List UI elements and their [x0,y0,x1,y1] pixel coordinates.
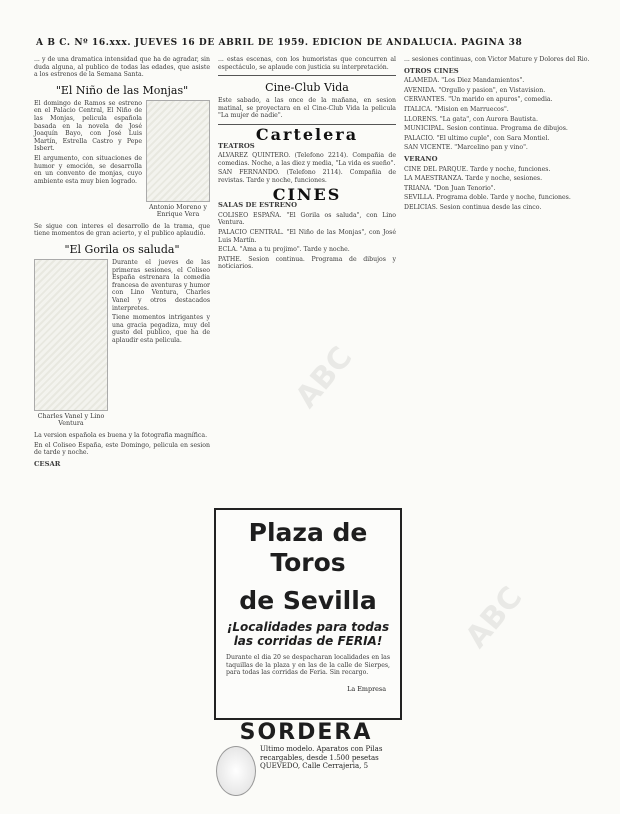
watermark: ABC [458,580,530,655]
col3-p14: DELICIAS. Sesion continua desde las cinco. [404,203,542,211]
col3-p10: CINE DEL PARQUE. Tarde y noche, funciones. [404,165,551,173]
ad-body: Durante el dia 20 se despacharan localidades en las taquillas de la plaza y en las de la calle de Sierpes, para todas las corridas de Feria. Sin recargo. [226,654,390,677]
col3-p7: MUNICIPAL. Sesion continua. Programa de dibujos. [404,125,568,133]
col1-caption-2: Charles Vanel y Lino Ventura [37,411,105,428]
col3-p4: CERVANTES. "Un marido en apuros", comedia. [404,96,553,104]
col1-p1: El domingo de Ramos se estreno en el Palacio Central, El Niño de las Monjas, pelicula española basada en la novela de José Joaquín Bayo, con José Luis Martín, Estrella Castro y Pepe Isbert. [34,99,142,153]
col1-p7: En el Coliseo España, este Domingo, pelicula en sesion de tarde y noche. [34,441,210,457]
col2-p1: ALVAREZ QUINTERO. (Telefono 2214). Compañia de comedias. Noche, a las diez y media, "La vida es sueño". [218,152,396,167]
col3-p5: ITALICA. "Mision en Marruecos". [404,105,509,113]
col3-p2: ALAMEDA. "Los Diez Mandamientos". [404,77,525,85]
cines-title: CINES [272,184,342,204]
column-2 [218,56,396,273]
col3-p9: SAN VICENTE. "Marcelino pan y vino". [404,144,528,152]
ad-title-line-1: Plaza de Toros [248,518,368,577]
col2-p3: COLISEO ESPAÑA. "El Gorila os saluda", con Lino Ventura. [218,211,396,227]
cartelera-title: Cartelera [255,124,359,144]
col1-intro: ... y de una dramatica intensidad que ha de agradar, sin duda alguna, al publico de todas las edades, que asiste a los estrenos de la Semana Santa. [34,56,210,79]
column-3 [404,56,594,214]
col3-p11: LA MAESTRANZA. Tarde y noche, sesiones. [404,175,543,183]
col1-p6: La version española es buena y la fotografia magnífica. [34,431,208,439]
divider [218,75,396,76]
col2-p6: PATHE. Sesion continua. Programa de dibujos y noticiarios. [218,255,396,271]
otros-cines-heading: OTROS CINES [404,66,459,75]
salas-heading: SALAS DE ESTRENO [218,201,298,210]
col1-title-1: "El Niño de las Monjas" [55,83,189,97]
col1-p2: El argumento, con situaciones de humor y emoción, se desarrolla en un convento de monjas, cuyo ambiente esta muy bien logrado. [34,154,142,185]
sordera-title: SORDERA [239,720,373,745]
col2-p2: SAN FERNANDO. (Telefono 2114). Compañia de revistas. Tarde y noche, funciones. [218,169,396,184]
col1-p5: Tiene momentos intrigantes y una gracia pegadiza, muy del gusto del publico, que ha de aplaudir esta pelicula. [112,314,210,344]
col1-p3: Se sigue con interes el desarrollo de la trama, que tiene momentos de gran acierto, y el publico aplaudio. [34,222,210,238]
sordera-ad [214,720,398,800]
ad-subtitle: ¡Localidades para todas las corridas de FERIA! [226,620,390,648]
col3-p3: AVENIDA. "Orgullo y pasion", en Vistavision. [404,86,546,94]
page-header: A B C. Nº 16.xxx. JUEVES 16 DE ABRIL DE 1959. EDICION DE ANDALUCIA. PAGINA 38 [36,38,523,48]
col2-p0: ... estas escenas, con los humoristas que concurren al espectáculo, se aplaude con justicia su interpretación. [218,56,396,71]
col1-author: CESAR [34,459,61,468]
face-illustration [216,746,256,796]
col2-p4: PALACIO CENTRAL. "El Niño de las Monjas", con José Luis Martín. [218,228,396,244]
column-1 [34,56,210,470]
col2-p5: ECLA. "Ama a tu projimo". Tarde y noche. [218,246,350,254]
col3-p6: LLORENS. "La gata", con Aurora Bautista. [404,115,538,123]
actors-drawing [146,100,210,202]
watermark: ABC [288,340,360,415]
col1-row-1 [34,100,210,223]
col3-p1: ... sesiones continuas, con Victor Mature y Dolores del Rio. [404,56,590,63]
caricature-drawing [34,259,108,411]
sordera-line-2: QUEVEDO, Calle Cerrajeria, 5 [260,762,369,770]
teatros-heading: TEATROS [218,141,255,150]
verano-heading: VERANO [404,154,438,163]
ad-signature: La Empresa [347,684,386,693]
col1-p4: Durante el jueves de las primeras sesiones, el Coliseo España estrenara la comedia francesa de aventuras y humor con Lino Ventura, Charles Vanel y otros destacados interpretes. [112,258,210,312]
col1-title-2: "El Gorila os saluda" [64,242,180,256]
cineclub-title: Cine-Club Vida [265,81,349,95]
bullring-ad [214,508,402,720]
col3-p8: PALACIO. "El ultimo cuple", con Sara Montiel. [404,134,550,142]
col3-p12: TRIANA. "Don Juan Tenorio". [404,184,496,192]
sordera-line-1: Ultimo modelo. Aparatos con Pilas recargables, desde 1.500 pesetas [260,745,383,762]
ad-title-line-2: de Sevilla [239,586,377,615]
col1-row-2 [34,259,210,432]
cineclub-text: Este sabado, a las once de la mañana, en sesion matinal, se proyectara en el Cine-Club Vida la pelicula "La mujer de nadie". [218,97,396,120]
col1-caption-1: Antonio Moreno y Enrique Vera [148,202,208,219]
col3-p13: SEVILLA. Programa doble. Tarde y noche, funciones. [404,194,571,202]
